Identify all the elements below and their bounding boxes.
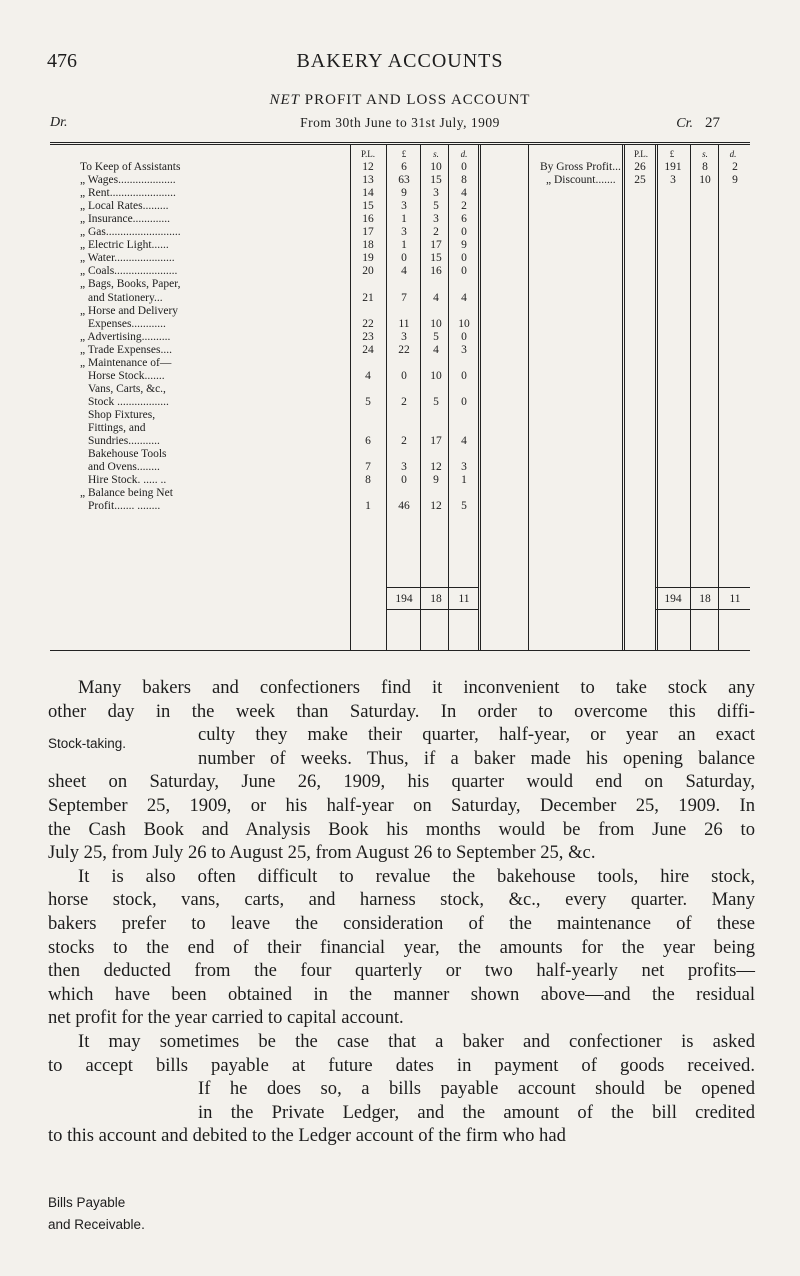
debit-pounds: 46 bbox=[398, 500, 410, 513]
debit-pence: 0 bbox=[461, 161, 467, 173]
debit-pounds: 0 bbox=[401, 252, 407, 265]
debit-pl: 8 bbox=[365, 474, 371, 487]
text-line: net profit for the year carried to capital account. bbox=[48, 1007, 404, 1029]
column-rule bbox=[478, 145, 479, 650]
debit-label: „ Balance being Net bbox=[80, 487, 173, 500]
debit-total-shillings: 18 bbox=[430, 593, 442, 605]
credit-total-underline bbox=[655, 609, 750, 610]
statement-title bbox=[0, 92, 800, 109]
debit-pl: 15 bbox=[362, 200, 374, 213]
debit-pl: 12 bbox=[362, 161, 374, 173]
debit-pounds: 1 bbox=[401, 239, 407, 252]
credit-pounds: 191 bbox=[664, 161, 682, 173]
debit-pl: 19 bbox=[362, 252, 374, 265]
debit-shillings: 5 bbox=[433, 200, 439, 213]
column-rule bbox=[622, 145, 625, 650]
debit-total-underline bbox=[386, 609, 478, 610]
debit-label: „ Electric Light...... bbox=[80, 239, 169, 252]
debit-pounds: 2 bbox=[401, 395, 407, 408]
debit-shillings: 17 bbox=[430, 435, 442, 448]
debit-pl: 23 bbox=[362, 330, 374, 343]
debit-label: Sundries........... bbox=[88, 435, 160, 448]
credit-pounds: 3 bbox=[670, 174, 676, 187]
debit-pl: 21 bbox=[362, 291, 374, 304]
text-line: in the Private Ledger, and the amount of the bill credited bbox=[198, 1101, 755, 1123]
text-line: the Cash Book and Analysis Book his months would be from June 26 to bbox=[48, 818, 755, 840]
statement-subheader bbox=[0, 115, 800, 135]
debit-label: Fittings, and bbox=[88, 422, 146, 434]
text-line: culty they make their quarter, half-year, or year an exact bbox=[198, 724, 755, 746]
debit-label: Expenses............ bbox=[88, 317, 166, 330]
paragraph-stock-taking bbox=[48, 676, 755, 865]
debit-label: „ Wages.................... bbox=[80, 174, 176, 187]
debit-label: Stock .................. bbox=[88, 395, 169, 408]
debit-shillings: 3 bbox=[433, 213, 439, 226]
column-rule bbox=[718, 145, 719, 650]
debit-pence: 4 bbox=[461, 291, 467, 304]
debit-pence: 5 bbox=[461, 500, 467, 513]
text-line: which have been obtained in the manner shown above—and the residual bbox=[48, 983, 755, 1005]
debit-pl: 5 bbox=[365, 395, 371, 408]
debit-pence: 4 bbox=[461, 435, 467, 448]
page-header bbox=[0, 50, 800, 80]
ledger-table bbox=[50, 142, 750, 651]
credit-pence: 2 bbox=[732, 161, 738, 173]
header-pl-right: P.L. bbox=[633, 149, 648, 159]
debit-pence: 10 bbox=[458, 317, 470, 330]
debit-pounds: 3 bbox=[401, 226, 407, 239]
debit-pl: 17 bbox=[362, 226, 374, 239]
debit-pl: 13 bbox=[362, 174, 374, 187]
debit-pounds: 7 bbox=[401, 291, 407, 304]
credit-total-shillings: 18 bbox=[699, 593, 711, 605]
debit-label: Hire Stock. ..... .. bbox=[88, 474, 167, 487]
debit-label: Horse Stock....... bbox=[88, 369, 165, 382]
debit-shillings: 4 bbox=[433, 291, 439, 304]
header-pounds-right: £ bbox=[669, 149, 675, 159]
debit-label: Bakehouse Tools bbox=[88, 448, 167, 461]
debit-total-pence: 11 bbox=[458, 593, 470, 605]
debit-label: „ Coals...................... bbox=[80, 265, 178, 278]
debit-pounds: 22 bbox=[398, 343, 410, 356]
header-shillings-left: s. bbox=[433, 149, 439, 159]
debit-pounds: 0 bbox=[401, 474, 407, 487]
debit-pence: 2 bbox=[461, 200, 467, 213]
debit-shillings: 5 bbox=[433, 330, 439, 343]
credit-pl: 26 bbox=[634, 161, 646, 173]
debit-pl: 18 bbox=[362, 239, 374, 252]
debit-pence: 3 bbox=[461, 461, 467, 474]
debit-pounds: 3 bbox=[401, 200, 407, 213]
debit-pl: 24 bbox=[362, 343, 374, 356]
debit-label: „ Water..................... bbox=[80, 252, 175, 265]
debit-pence: 0 bbox=[461, 226, 467, 239]
debit-label: Shop Fixtures, bbox=[88, 408, 156, 421]
debit-pl: 20 bbox=[362, 265, 374, 278]
column-rule bbox=[655, 145, 658, 650]
debit-pounds: 1 bbox=[401, 213, 407, 226]
debit-shillings: 5 bbox=[433, 395, 439, 408]
column-rule bbox=[420, 145, 421, 650]
debit-label: „ Local Rates......... bbox=[80, 200, 169, 213]
debit-pence: 9 bbox=[461, 239, 467, 252]
debit-label: Dr. bbox=[50, 115, 68, 130]
text-line: If he does so, a bills payable account should be opened bbox=[198, 1078, 755, 1100]
paragraph-bills bbox=[48, 1030, 755, 1148]
debit-shillings: 15 bbox=[430, 174, 442, 187]
debit-pounds: 3 bbox=[401, 330, 407, 343]
debit-pence: 3 bbox=[461, 343, 467, 356]
debit-label: Vans, Carts, &c., bbox=[88, 382, 166, 395]
debit-pounds: 3 bbox=[401, 461, 407, 474]
debit-total-pounds: 194 bbox=[395, 593, 413, 605]
text-line: sheet on Saturday, June 26, 1909, his quarter would end on Saturday, bbox=[48, 771, 755, 793]
header-pounds-left: £ bbox=[401, 149, 407, 159]
debit-pence: 0 bbox=[461, 395, 467, 408]
text-line: other day in the week than Saturday. In order to overcome this diffi- bbox=[48, 700, 755, 722]
column-rule bbox=[350, 145, 351, 650]
text-line: number of weeks. Thus, if a baker made his opening balance bbox=[198, 747, 755, 769]
debit-shillings: 12 bbox=[430, 500, 442, 513]
header-pence-right: d. bbox=[729, 149, 737, 159]
credit-pl: 25 bbox=[634, 174, 646, 187]
debit-shillings: 10 bbox=[430, 317, 442, 330]
text-line: It is also often difficult to revalue the bakehouse tools, hire stock, bbox=[78, 865, 755, 887]
debit-label: Profit....... ........ bbox=[88, 500, 161, 513]
text-line: bakers prefer to leave the consideration of the maintenance of these bbox=[48, 912, 755, 934]
debit-shillings: 9 bbox=[433, 474, 439, 487]
debit-pounds: 4 bbox=[401, 265, 407, 278]
debit-pence: 4 bbox=[461, 187, 467, 200]
text-line: then deducted from the four quarterly or two half-yearly net profits— bbox=[48, 960, 755, 982]
debit-label: „ Rent....................... bbox=[80, 187, 176, 200]
credit-total-pounds: 194 bbox=[664, 593, 682, 605]
debit-shillings: 12 bbox=[430, 461, 442, 474]
sidenote-bills-2: and Receivable. bbox=[48, 1217, 145, 1232]
statement-period: From 30th June to 31st July, 1909 bbox=[300, 115, 500, 130]
debit-label: „ Insurance............. bbox=[80, 213, 171, 226]
debit-pl: 6 bbox=[365, 435, 371, 448]
sidenote-stock-taking: Stock-taking. bbox=[48, 736, 127, 751]
debit-pl: 22 bbox=[362, 317, 374, 330]
column-rule bbox=[690, 145, 691, 650]
debit-pence: 0 bbox=[461, 330, 467, 343]
debit-pl: 14 bbox=[362, 187, 374, 200]
debit-label: „ Gas.......................... bbox=[80, 226, 181, 239]
debit-pounds: 2 bbox=[401, 435, 407, 448]
debit-shillings: 3 bbox=[433, 187, 439, 200]
body-text bbox=[48, 676, 755, 1232]
page-number: 476 bbox=[47, 50, 77, 72]
debit-pence: 8 bbox=[461, 174, 467, 187]
debit-label: „ Horse and Delivery bbox=[80, 304, 179, 317]
debit-pounds: 11 bbox=[398, 317, 410, 330]
debit-pounds: 6 bbox=[401, 161, 407, 173]
debit-shillings: 16 bbox=[430, 265, 442, 278]
text-line: It may sometimes be the case that a baker and confectioner is asked bbox=[78, 1030, 755, 1052]
debit-label: „ Bags, Books, Paper, bbox=[80, 278, 181, 291]
debit-label: „ Advertising.......... bbox=[80, 330, 171, 343]
header-shillings-right: s. bbox=[702, 149, 708, 159]
text-line: July 25, from July 26 to August 25, from August 26 to September 25, &c. bbox=[48, 842, 596, 864]
text-line: stocks to the end of their financial year, the amounts for the year being bbox=[48, 936, 755, 958]
debit-label: „ Maintenance of— bbox=[80, 356, 172, 369]
credit-shillings: 8 bbox=[702, 161, 708, 173]
credit-total-pence: 11 bbox=[729, 593, 741, 605]
column-rule bbox=[386, 145, 387, 650]
debit-shillings: 10 bbox=[430, 369, 442, 382]
debit-shillings: 4 bbox=[433, 343, 439, 356]
debit-pl: 4 bbox=[365, 369, 371, 382]
debit-shillings: 17 bbox=[430, 239, 442, 252]
debit-pence: 0 bbox=[461, 265, 467, 278]
header-pence-left: d. bbox=[460, 149, 468, 159]
debit-shillings: 2 bbox=[433, 226, 439, 239]
debit-pounds: 9 bbox=[401, 187, 407, 200]
debit-pounds: 63 bbox=[398, 174, 410, 187]
text-line: to this account and debited to the Ledger account of the firm who had bbox=[48, 1125, 566, 1147]
credit-total-rule bbox=[655, 587, 750, 588]
running-title: BAKERY ACCOUNTS bbox=[296, 50, 504, 72]
debit-total-rule bbox=[386, 587, 478, 588]
debit-label: and Ovens........ bbox=[88, 461, 160, 474]
debit-pence: 0 bbox=[461, 369, 467, 382]
debit-pl: 7 bbox=[365, 461, 371, 474]
column-rule bbox=[480, 145, 481, 650]
debit-pence: 0 bbox=[461, 252, 467, 265]
paragraph-revaluation bbox=[48, 865, 755, 1030]
debit-shillings: 15 bbox=[430, 252, 442, 265]
debit-pounds: 0 bbox=[401, 369, 407, 382]
debit-label: and Stationery... bbox=[88, 291, 163, 304]
sidenote-bills-1: Bills Payable bbox=[48, 1195, 126, 1210]
column-rule bbox=[528, 145, 529, 650]
text-line: September 25, 1909, or his half-year on Saturday, December 25, 1909. In bbox=[48, 794, 755, 816]
credit-pence: 9 bbox=[732, 174, 738, 187]
credit-label: By Gross Profit... bbox=[540, 161, 621, 173]
debit-pence: 1 bbox=[461, 474, 467, 487]
header-pl-left: P.L. bbox=[360, 149, 375, 159]
statement-title-italic: NET bbox=[269, 92, 301, 108]
credit-shillings: 10 bbox=[699, 174, 711, 187]
credit-label-group bbox=[676, 115, 720, 132]
debit-pl: 16 bbox=[362, 213, 374, 226]
credit-label: Cr. bbox=[676, 116, 693, 131]
debit-shillings: 10 bbox=[430, 161, 442, 173]
text-line: to accept bills payable at future dates in payment of goods received. bbox=[48, 1054, 755, 1076]
debit-label: „ Trade Expenses.... bbox=[80, 343, 172, 356]
debit-pence: 6 bbox=[461, 213, 467, 226]
debit-pl: 1 bbox=[365, 500, 371, 513]
statement-title-rest: PROFIT AND LOSS ACCOUNT bbox=[304, 92, 531, 108]
text-line: Many bakers and confectioners find it inconvenient to take stock any bbox=[78, 677, 755, 698]
debit-label: To Keep of Assistants bbox=[80, 161, 181, 173]
folio-number: 27 bbox=[705, 115, 720, 131]
text-line: horse stock, vans, carts, and harness stock, &c., every quarter. Many bbox=[48, 889, 755, 911]
credit-label: „ Discount....... bbox=[546, 174, 616, 187]
